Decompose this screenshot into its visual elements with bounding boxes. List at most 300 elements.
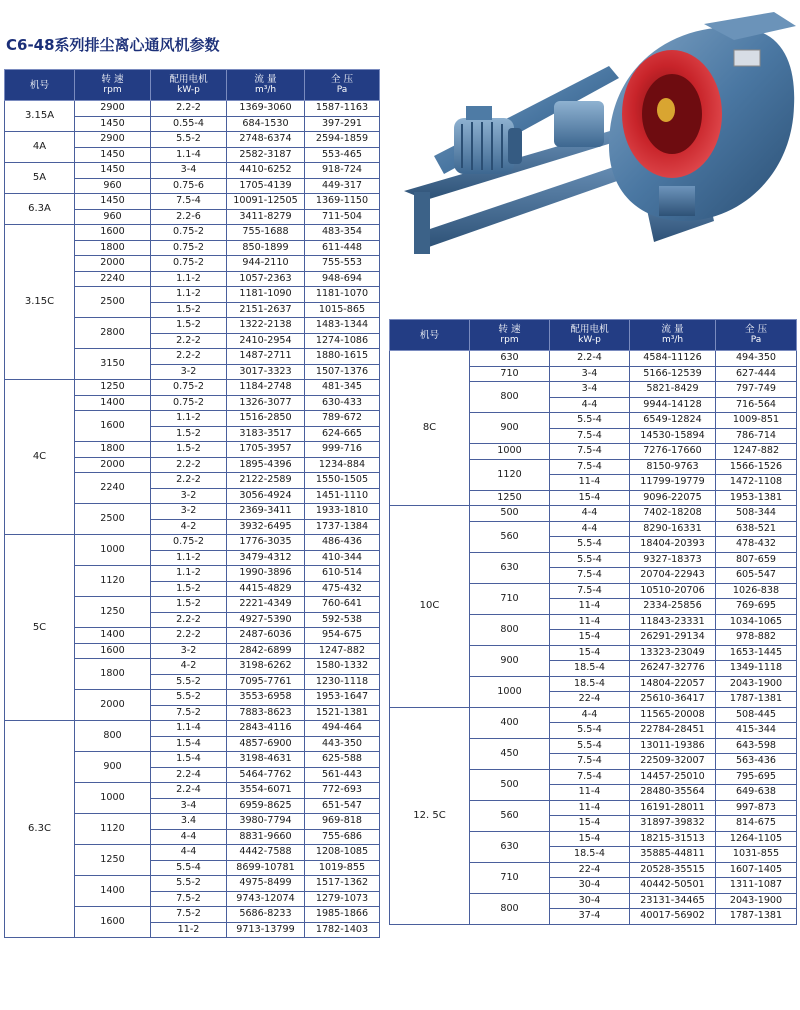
model-cell: 3.15A bbox=[5, 101, 75, 132]
flow-cell: 4442-7588 bbox=[227, 845, 305, 861]
table-row bbox=[5, 194, 380, 210]
flow-cell: 2582-3187 bbox=[227, 147, 305, 163]
model-cell: 10C bbox=[390, 506, 470, 708]
motor-cell: 0.75-2 bbox=[151, 380, 227, 396]
speed-cell: 900 bbox=[75, 752, 151, 783]
flow-cell: 9713-13799 bbox=[227, 922, 305, 938]
speed-cell: 2000 bbox=[75, 457, 151, 473]
motor-terminal-box bbox=[466, 106, 492, 120]
pressure-cell: 611-448 bbox=[305, 240, 380, 256]
speed-cell: 1800 bbox=[75, 442, 151, 458]
spec-table-right bbox=[389, 319, 797, 925]
flow-cell: 2334-25856 bbox=[630, 599, 716, 615]
pressure-cell: 716-564 bbox=[716, 397, 797, 413]
pressure-cell: 1782-1403 bbox=[305, 922, 380, 938]
flow-cell: 13323-23049 bbox=[630, 645, 716, 661]
pressure-cell: 1279-1073 bbox=[305, 891, 380, 907]
pressure-cell: 397-291 bbox=[305, 116, 380, 132]
motor-cell: 2.2-2 bbox=[151, 349, 227, 365]
speed-cell: 1450 bbox=[75, 194, 151, 210]
speed-cell: 1120 bbox=[75, 566, 151, 597]
header-pressure: 全 压 Pa bbox=[716, 320, 797, 351]
speed-cell: 2900 bbox=[75, 132, 151, 148]
flow-cell: 1990-3896 bbox=[227, 566, 305, 582]
table-header-row bbox=[5, 70, 380, 101]
pressure-cell: 2043-1900 bbox=[716, 893, 797, 909]
pressure-cell: 1019-855 bbox=[305, 860, 380, 876]
speed-cell: 400 bbox=[470, 707, 550, 738]
flow-cell: 3017-3323 bbox=[227, 364, 305, 380]
pressure-cell: 1208-1085 bbox=[305, 845, 380, 861]
speed-cell: 1450 bbox=[75, 147, 151, 163]
speed-cell: 800 bbox=[470, 893, 550, 924]
motor-cell: 3-4 bbox=[151, 163, 227, 179]
pressure-cell: 1933-1810 bbox=[305, 504, 380, 520]
pressure-cell: 486-436 bbox=[305, 535, 380, 551]
pressure-cell: 630-433 bbox=[305, 395, 380, 411]
flow-cell: 1369-3060 bbox=[227, 101, 305, 117]
flow-cell: 2151-2637 bbox=[227, 302, 305, 318]
flow-cell: 944-2110 bbox=[227, 256, 305, 272]
pressure-cell: 1653-1445 bbox=[716, 645, 797, 661]
motor-cell: 0.75-2 bbox=[151, 240, 227, 256]
motor-cell: 7.5-4 bbox=[550, 754, 630, 770]
motor-cell: 7.5-4 bbox=[550, 568, 630, 584]
motor-cell: 7.5-4 bbox=[550, 444, 630, 460]
pressure-cell: 627-444 bbox=[716, 366, 797, 382]
page-title: C6-48系列排尘离心通风机参数 bbox=[6, 36, 220, 54]
pressure-cell: 508-344 bbox=[716, 506, 797, 522]
flow-cell: 14457-25010 bbox=[630, 769, 716, 785]
flow-cell: 13011-19386 bbox=[630, 738, 716, 754]
motor-cell: 30-4 bbox=[550, 878, 630, 894]
flow-cell: 9944-14128 bbox=[630, 397, 716, 413]
motor-cell: 4-4 bbox=[550, 506, 630, 522]
speed-cell: 960 bbox=[75, 178, 151, 194]
pressure-cell: 954-675 bbox=[305, 628, 380, 644]
flow-cell: 8831-9660 bbox=[227, 829, 305, 845]
flow-cell: 23131-34465 bbox=[630, 893, 716, 909]
header-speed: 转 速 rpm bbox=[75, 70, 151, 101]
flow-cell: 35885-44811 bbox=[630, 847, 716, 863]
flow-cell: 2122-2589 bbox=[227, 473, 305, 489]
flow-cell: 1895-4396 bbox=[227, 457, 305, 473]
table-body-left bbox=[5, 101, 380, 938]
pressure-cell: 410-344 bbox=[305, 550, 380, 566]
table-header-row bbox=[390, 320, 797, 351]
motor-cell: 2.2-2 bbox=[151, 612, 227, 628]
pressure-cell: 651-547 bbox=[305, 798, 380, 814]
flow-cell: 16191-28011 bbox=[630, 800, 716, 816]
motor-cell: 7.5-4 bbox=[550, 428, 630, 444]
header-speed: 转 速 rpm bbox=[470, 320, 550, 351]
speed-cell: 2800 bbox=[75, 318, 151, 349]
pressure-cell: 1247-882 bbox=[305, 643, 380, 659]
pressure-cell: 478-432 bbox=[716, 537, 797, 553]
motor-cell: 37-4 bbox=[550, 909, 630, 925]
flow-cell: 10510-20706 bbox=[630, 583, 716, 599]
speed-cell: 960 bbox=[75, 209, 151, 225]
flow-cell: 14804-22057 bbox=[630, 676, 716, 692]
pressure-cell: 1787-1381 bbox=[716, 692, 797, 708]
fan-stand bbox=[659, 186, 695, 216]
flow-cell: 18215-31513 bbox=[630, 831, 716, 847]
speed-cell: 2900 bbox=[75, 101, 151, 117]
speed-cell: 1400 bbox=[75, 395, 151, 411]
pressure-cell: 772-693 bbox=[305, 783, 380, 799]
pressure-cell: 1234-884 bbox=[305, 457, 380, 473]
flow-cell: 2221-4349 bbox=[227, 597, 305, 613]
pressure-cell: 494-464 bbox=[305, 721, 380, 737]
motor-cell: 0.75-2 bbox=[151, 256, 227, 272]
pressure-cell: 1483-1344 bbox=[305, 318, 380, 334]
pressure-cell: 624-665 bbox=[305, 426, 380, 442]
motor-cell: 18.5-4 bbox=[550, 847, 630, 863]
speed-cell: 710 bbox=[470, 366, 550, 382]
speed-cell: 1250 bbox=[75, 845, 151, 876]
model-cell: 6.3C bbox=[5, 721, 75, 938]
speed-cell: 1250 bbox=[75, 380, 151, 396]
motor-cell: 1.1-2 bbox=[151, 271, 227, 287]
model-cell: 5C bbox=[5, 535, 75, 721]
flow-cell: 5821-8429 bbox=[630, 382, 716, 398]
spec-table-left bbox=[4, 69, 380, 938]
speed-cell: 560 bbox=[470, 521, 550, 552]
speed-cell: 1450 bbox=[75, 116, 151, 132]
motor-cell: 11-4 bbox=[550, 599, 630, 615]
pressure-cell: 969-818 bbox=[305, 814, 380, 830]
pressure-cell: 1566-1526 bbox=[716, 459, 797, 475]
flow-cell: 26291-29134 bbox=[630, 630, 716, 646]
pressure-cell: 2594-1859 bbox=[305, 132, 380, 148]
motor-cell: 2.2-4 bbox=[550, 351, 630, 367]
pressure-cell: 625-588 bbox=[305, 752, 380, 768]
flow-cell: 2843-4116 bbox=[227, 721, 305, 737]
pressure-cell: 1451-1110 bbox=[305, 488, 380, 504]
motor-cell: 1.5-2 bbox=[151, 302, 227, 318]
flow-cell: 755-1688 bbox=[227, 225, 305, 241]
motor-cell: 2.2-4 bbox=[151, 767, 227, 783]
speed-cell: 1450 bbox=[75, 163, 151, 179]
speed-cell: 900 bbox=[470, 413, 550, 444]
flow-cell: 5464-7762 bbox=[227, 767, 305, 783]
flow-cell: 5686-8233 bbox=[227, 907, 305, 923]
flow-cell: 1705-3957 bbox=[227, 442, 305, 458]
motor-cell: 11-4 bbox=[550, 475, 630, 491]
flow-cell: 4584-11126 bbox=[630, 351, 716, 367]
speed-cell: 2240 bbox=[75, 271, 151, 287]
motor-cell: 2.2-2 bbox=[151, 628, 227, 644]
motor-cell: 0.75-6 bbox=[151, 178, 227, 194]
pressure-cell: 1349-1118 bbox=[716, 661, 797, 677]
speed-cell: 1600 bbox=[75, 643, 151, 659]
speed-cell: 2000 bbox=[75, 256, 151, 272]
motor-cell: 18.5-4 bbox=[550, 661, 630, 677]
flow-cell: 1776-3035 bbox=[227, 535, 305, 551]
header-motor: 配用电机 kW-p bbox=[151, 70, 227, 101]
flow-cell: 3980-7794 bbox=[227, 814, 305, 830]
pressure-cell: 755-686 bbox=[305, 829, 380, 845]
speed-cell: 560 bbox=[470, 800, 550, 831]
pressure-cell: 1034-1065 bbox=[716, 614, 797, 630]
speed-cell: 1600 bbox=[75, 411, 151, 442]
flow-cell: 7402-18208 bbox=[630, 506, 716, 522]
pressure-cell: 1953-1647 bbox=[305, 690, 380, 706]
name-plate bbox=[734, 50, 760, 66]
flow-cell: 1516-2850 bbox=[227, 411, 305, 427]
speed-cell: 1000 bbox=[75, 783, 151, 814]
motor-cell: 7.5-2 bbox=[151, 891, 227, 907]
motor-cell: 1.5-2 bbox=[151, 597, 227, 613]
header-flow: 流 量 m³/h bbox=[630, 320, 716, 351]
motor-cell: 3-2 bbox=[151, 504, 227, 520]
model-cell: 5A bbox=[5, 163, 75, 194]
pressure-cell: 494-350 bbox=[716, 351, 797, 367]
motor-cell: 15-4 bbox=[550, 630, 630, 646]
pressure-cell: 561-443 bbox=[305, 767, 380, 783]
speed-cell: 1400 bbox=[75, 628, 151, 644]
flow-cell: 1326-3077 bbox=[227, 395, 305, 411]
flow-cell: 8699-10781 bbox=[227, 860, 305, 876]
pressure-cell: 1550-1505 bbox=[305, 473, 380, 489]
pressure-cell: 797-749 bbox=[716, 382, 797, 398]
pressure-cell: 415-344 bbox=[716, 723, 797, 739]
speed-cell: 1000 bbox=[75, 535, 151, 566]
pressure-cell: 475-432 bbox=[305, 581, 380, 597]
motor-cell: 4-4 bbox=[151, 845, 227, 861]
speed-cell: 2500 bbox=[75, 504, 151, 535]
flow-cell: 3554-6071 bbox=[227, 783, 305, 799]
motor-cell: 2.2-4 bbox=[151, 783, 227, 799]
pressure-cell: 755-553 bbox=[305, 256, 380, 272]
pressure-cell: 643-598 bbox=[716, 738, 797, 754]
motor-cell: 1.5-2 bbox=[151, 426, 227, 442]
pressure-cell: 999-716 bbox=[305, 442, 380, 458]
motor-cell: 15-4 bbox=[550, 816, 630, 832]
pressure-cell: 1580-1332 bbox=[305, 659, 380, 675]
motor-cell: 1.1-2 bbox=[151, 550, 227, 566]
motor-cell: 2.2-6 bbox=[151, 209, 227, 225]
motor-cell: 3-4 bbox=[550, 366, 630, 382]
pressure-cell: 1247-882 bbox=[716, 444, 797, 460]
motor-cell: 5.5-4 bbox=[550, 537, 630, 553]
pressure-cell: 1737-1384 bbox=[305, 519, 380, 535]
flow-cell: 5166-12539 bbox=[630, 366, 716, 382]
flow-cell: 7095-7761 bbox=[227, 674, 305, 690]
flow-cell: 6959-8625 bbox=[227, 798, 305, 814]
flow-cell: 2748-6374 bbox=[227, 132, 305, 148]
motor-cell: 2.2-2 bbox=[151, 473, 227, 489]
model-cell: 6.3A bbox=[5, 194, 75, 225]
flow-cell: 10091-12505 bbox=[227, 194, 305, 210]
pressure-cell: 1985-1866 bbox=[305, 907, 380, 923]
flow-cell: 3411-8279 bbox=[227, 209, 305, 225]
motor-cell: 0.55-4 bbox=[151, 116, 227, 132]
pressure-cell: 711-504 bbox=[305, 209, 380, 225]
motor-cell: 11-4 bbox=[550, 800, 630, 816]
pressure-cell: 1787-1381 bbox=[716, 909, 797, 925]
table-row bbox=[5, 163, 380, 179]
speed-cell: 1600 bbox=[75, 225, 151, 241]
speed-cell: 1600 bbox=[75, 907, 151, 938]
motor-cell: 5.5-2 bbox=[151, 132, 227, 148]
motor-cell: 5.5-4 bbox=[550, 723, 630, 739]
speed-cell: 800 bbox=[75, 721, 151, 752]
motor-cell: 1.1-2 bbox=[151, 287, 227, 303]
speed-cell: 630 bbox=[470, 351, 550, 367]
flow-cell: 40442-50501 bbox=[630, 878, 716, 894]
table-row bbox=[390, 707, 797, 723]
pressure-cell: 807-659 bbox=[716, 552, 797, 568]
flow-cell: 14530-15894 bbox=[630, 428, 716, 444]
pressure-cell: 1517-1362 bbox=[305, 876, 380, 892]
flow-cell: 2842-6899 bbox=[227, 643, 305, 659]
flow-cell: 8290-16331 bbox=[630, 521, 716, 537]
flow-cell: 6549-12824 bbox=[630, 413, 716, 429]
motor-cell: 3-4 bbox=[550, 382, 630, 398]
motor-cell: 0.75-2 bbox=[151, 395, 227, 411]
flow-cell: 3183-3517 bbox=[227, 426, 305, 442]
flow-cell: 11565-20008 bbox=[630, 707, 716, 723]
pressure-cell: 563-436 bbox=[716, 754, 797, 770]
motor-cell: 4-4 bbox=[550, 521, 630, 537]
speed-cell: 500 bbox=[470, 506, 550, 522]
motor-cell: 0.75-2 bbox=[151, 225, 227, 241]
motor-cell: 5.5-2 bbox=[151, 876, 227, 892]
motor-cell: 1.5-4 bbox=[151, 752, 227, 768]
motor-cell: 4-2 bbox=[151, 659, 227, 675]
pressure-cell: 483-354 bbox=[305, 225, 380, 241]
flow-cell: 2487-6036 bbox=[227, 628, 305, 644]
pressure-cell: 1015-865 bbox=[305, 302, 380, 318]
motor-cell: 1.5-2 bbox=[151, 318, 227, 334]
motor-cell: 5.5-2 bbox=[151, 690, 227, 706]
flow-cell: 3932-6495 bbox=[227, 519, 305, 535]
pressure-cell: 1181-1070 bbox=[305, 287, 380, 303]
speed-cell: 500 bbox=[470, 769, 550, 800]
flow-cell: 1184-2748 bbox=[227, 380, 305, 396]
pressure-cell: 1031-855 bbox=[716, 847, 797, 863]
motor-cell: 1.1-2 bbox=[151, 411, 227, 427]
pressure-cell: 918-724 bbox=[305, 163, 380, 179]
pressure-cell: 610-514 bbox=[305, 566, 380, 582]
motor-cell: 5.5-4 bbox=[550, 552, 630, 568]
flow-cell: 4415-4829 bbox=[227, 581, 305, 597]
flow-cell: 31897-39832 bbox=[630, 816, 716, 832]
flow-cell: 25610-36417 bbox=[630, 692, 716, 708]
motor-cell: 15-4 bbox=[550, 831, 630, 847]
pressure-cell: 592-538 bbox=[305, 612, 380, 628]
centrifugal-fan-photo bbox=[404, 6, 796, 298]
motor-cell: 7.5-2 bbox=[151, 705, 227, 721]
flow-cell: 7883-8623 bbox=[227, 705, 305, 721]
speed-cell: 1800 bbox=[75, 240, 151, 256]
motor-cell: 3-2 bbox=[151, 364, 227, 380]
speed-cell: 2500 bbox=[75, 287, 151, 318]
model-cell: 12. 5C bbox=[390, 707, 470, 924]
model-cell: 4C bbox=[5, 380, 75, 535]
table-row bbox=[5, 380, 380, 396]
flow-cell: 4927-5390 bbox=[227, 612, 305, 628]
motor-cell: 5.5-4 bbox=[151, 860, 227, 876]
pressure-cell: 948-694 bbox=[305, 271, 380, 287]
pressure-cell: 814-675 bbox=[716, 816, 797, 832]
table-row bbox=[5, 535, 380, 551]
motor-cell: 4-4 bbox=[151, 829, 227, 845]
flow-cell: 26247-32776 bbox=[630, 661, 716, 677]
flow-cell: 3479-4312 bbox=[227, 550, 305, 566]
motor-cell: 1.1-4 bbox=[151, 147, 227, 163]
motor-cell: 7.5-4 bbox=[151, 194, 227, 210]
speed-cell: 1250 bbox=[75, 597, 151, 628]
flow-cell: 18404-20393 bbox=[630, 537, 716, 553]
flow-cell: 850-1899 bbox=[227, 240, 305, 256]
flow-cell: 22509-32007 bbox=[630, 754, 716, 770]
flow-cell: 28480-35564 bbox=[630, 785, 716, 801]
motor-cell: 2.2-2 bbox=[151, 101, 227, 117]
pressure-cell: 1587-1163 bbox=[305, 101, 380, 117]
motor-cell: 3-2 bbox=[151, 488, 227, 504]
flow-cell: 1705-4139 bbox=[227, 178, 305, 194]
motor-cell: 7.5-4 bbox=[550, 583, 630, 599]
flow-cell: 3553-6958 bbox=[227, 690, 305, 706]
motor-cell: 18.5-4 bbox=[550, 676, 630, 692]
header-motor: 配用电机 kW-p bbox=[550, 320, 630, 351]
pressure-cell: 795-695 bbox=[716, 769, 797, 785]
pressure-cell: 1507-1376 bbox=[305, 364, 380, 380]
flow-cell: 4975-8499 bbox=[227, 876, 305, 892]
flow-cell: 20528-35515 bbox=[630, 862, 716, 878]
flow-cell: 9743-12074 bbox=[227, 891, 305, 907]
speed-cell: 710 bbox=[470, 862, 550, 893]
motor-cell: 3-2 bbox=[151, 643, 227, 659]
motor-cell: 1.1-4 bbox=[151, 721, 227, 737]
pressure-cell: 1274-1086 bbox=[305, 333, 380, 349]
bearing-housing bbox=[554, 101, 604, 147]
flow-cell: 1057-2363 bbox=[227, 271, 305, 287]
pressure-cell: 449-317 bbox=[305, 178, 380, 194]
motor-cell: 11-4 bbox=[550, 614, 630, 630]
flow-cell: 9327-18373 bbox=[630, 552, 716, 568]
flow-cell: 3198-4631 bbox=[227, 752, 305, 768]
flow-cell: 9096-22075 bbox=[630, 490, 716, 506]
flow-cell: 684-1530 bbox=[227, 116, 305, 132]
model-cell: 8C bbox=[390, 351, 470, 506]
pressure-cell: 769-695 bbox=[716, 599, 797, 615]
header-pressure: 全 压 Pa bbox=[305, 70, 380, 101]
pressure-cell: 1009-851 bbox=[716, 413, 797, 429]
speed-cell: 900 bbox=[470, 645, 550, 676]
flow-cell: 1487-2711 bbox=[227, 349, 305, 365]
motor-cell: 30-4 bbox=[550, 893, 630, 909]
flow-cell: 3198-6262 bbox=[227, 659, 305, 675]
motor-cell: 22-4 bbox=[550, 692, 630, 708]
speed-cell: 1800 bbox=[75, 659, 151, 690]
motor-cell: 2.2-2 bbox=[151, 457, 227, 473]
pressure-cell: 638-521 bbox=[716, 521, 797, 537]
pressure-cell: 508-445 bbox=[716, 707, 797, 723]
speed-cell: 1000 bbox=[470, 676, 550, 707]
motor-cell: 3-4 bbox=[151, 798, 227, 814]
motor-cell: 1.5-2 bbox=[151, 442, 227, 458]
speed-cell: 1000 bbox=[470, 444, 550, 460]
motor-cell: 4-4 bbox=[550, 397, 630, 413]
flow-cell: 11799-19779 bbox=[630, 475, 716, 491]
flow-cell: 4857-6900 bbox=[227, 736, 305, 752]
motor-cell: 4-4 bbox=[550, 707, 630, 723]
motor-cell: 11-2 bbox=[151, 922, 227, 938]
flow-cell: 40017-56902 bbox=[630, 909, 716, 925]
